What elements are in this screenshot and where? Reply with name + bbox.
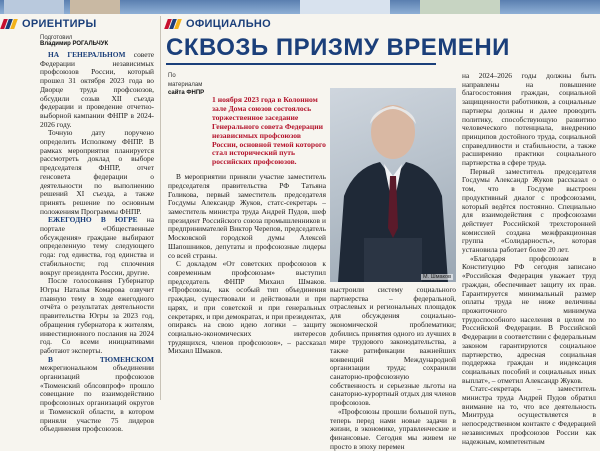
article-byline (168, 72, 208, 167)
paragraph-text: межрегиональном объединении организаций профсоюзов «Тюменский облсовпроф» прошло совещание по взаимодействию профсоюзных организаций округов и Тюменской области, в котором приняли участие 75 лидеров объединения профсоюзов. (40, 363, 154, 434)
news-paragraph (40, 277, 154, 355)
byline (40, 35, 160, 47)
news-briefs (0, 47, 160, 434)
article-paragraph: «Благодаря профсоюзам в Конституцию РФ сегодня записано «Российская Федерация уважает труд граждан, обеспечивает защиту их прав. Гарантируется минимальный размер оплаты труда не ниже величины прожиточного минимума трудоспособного населения в целом по Российской Федерации. В Российской Федерации в соответствии с федеральным законом гарантируются социальное партнерство, адресная социальная поддержка граждан и индексация социальных пособий и социальных иных выплат», – отметил Александр Жуков. (462, 253, 596, 385)
paragraph-text: совете Федерации независимых профсоюзов России, который прошел 31 октября 2023 года во Дворце труда профсоюзов, обсудили созыв XII съезда федерации и проведение отчетно-выборной кампании ФНПР в 2024-2026 году. (40, 50, 155, 129)
photo-caption: М. Шмаков (423, 274, 451, 280)
paragraph-lead: В ТЮМЕНСКОМ (48, 354, 154, 364)
article-paragraph: выстроили систему социального партнерства – федеральной, отраслевых и региональных площадок для обсуждения социально-экономической проблематики; добились принятия одного из лучших в мире трудового законодательства, а также ратификации важнейших конвенций Международной организации труда; сохранили санаторно-профсоюзную собственность и серьезные льготы на санаторно-курортный отдых для членов профсоюзов. (330, 285, 456, 408)
strip-photo (70, 0, 120, 14)
article-column-1 (168, 72, 326, 400)
paragraph-text: на портале «Общественные обсуждения» граждане выбирают определенную тему следующего года: год единства, год единства и стабильности; год сплочения вокруг президента России, другие. (40, 215, 154, 277)
news-paragraph (40, 51, 154, 129)
news-paragraph (40, 356, 154, 434)
orientiry-column (0, 16, 160, 434)
section-marker-icon (166, 19, 180, 29)
news-paragraph (40, 129, 154, 216)
article-paragraph: С докладом «От советских профсоюзов к современным профсоюзам» выступил председатель ФНПР Михаил Шмаков. «Профсоюзы, как особый тип объединения граждан, существовали и действовали и при царях, и при советской и при генеральных секретарях, и при демократах, и при президентах, опираясь на свою идею логики – защиту социально-экономических интересов трудящихся, членов профсоюзов», – рассказал Михаил Шмаков. (168, 259, 326, 356)
article-paragraph: на 2024–2026 годы должны быть направлены на повышение благосостояния граждан, социальной защищенности работников, а социальные партнеры должны и далее проводить политику, способствующую развитию человеческого потенциала, внедрению принципов достойного труда, социальной справедливости и стабильности, а также расширению практики социального партнерства в сфере труда. (462, 71, 596, 168)
paragraph-lead: ЕЖЕГОДНО В ЮГРЕ (48, 215, 138, 225)
section-marker-icon (2, 19, 16, 29)
article-lead: 1 ноября 2023 года в Колонном зале Дома союзов состоялось торжественное заседание Генерального совета Федерации независимых профсоюзов России, основной темой которого стал исторический путь российских профсоюзов. (212, 95, 326, 167)
article-column-2 (330, 285, 456, 451)
byline-source: сайта ФНПР (168, 90, 205, 97)
strip-photo (420, 0, 500, 14)
byline-label: Подготовил (40, 35, 73, 41)
article-column-3 (462, 71, 596, 446)
article-paragraph: «Профсоюзы прошли большой путь, теперь перед нами новые задачи в жизни, в экономике, управленческие и финансовые. Сегодня мы живем не просто в эпоху перемен (330, 406, 456, 451)
article-paragraph: Первый заместитель председателя Госдумы Александр Жуков рассказал о том, что в Госдуме выстроен продуктивный диалог с профсоюзами, который ведётся постоянно. Специально для взаимодействия с профсоюзами действует Российской трехсторонней комиссией создана межфракционная группа «Солидарность», которая установила работает более 20 лет. (462, 166, 596, 255)
strip-photo (300, 0, 390, 14)
article-headline: СКВОЗЬ ПРИЗМУ ВРЕМЕНИ (166, 34, 510, 61)
paragraph-text: Точную дату поручено определить Исполкому ФНПР. В рамках мероприятия планируется рассмотреть доклад о выборе председателя ФНПР, отчет генсовета федерации о деятельности по выполнению решений XI съезда, а также принять решение по основным положениям Программы ФНПР. (40, 128, 154, 216)
column-divider (160, 16, 161, 400)
byline-author: Владимир РОГАЛЬЧУК (40, 41, 109, 47)
article-paragraph: В мероприятии приняли участие заместитель председателя правительства РФ Татьяна Голикова, первый заместитель председателя Госдумы Александр Жуков, статс-секретарь – заместитель министра труда Андрей Пудов, шеф президент Российского союза промышленников и предпринимателей Виктор Черепов, председатель Московской городской думы Алексей Шапошников, депутаты и профсоюзные лидеры со всей страны. (168, 172, 326, 260)
article-paragraph: Статс-секретарь – заместитель министра труда Андрей Пудов обратил внимание на то, что все деятельность Минтруда осуществляется в непосредственном контакте с Федерацией независимых профсоюзов России как надежным, компетентным (462, 384, 596, 446)
top-photo-strip (0, 0, 600, 14)
section-heading-oficialno (164, 16, 600, 32)
oficialno-article (164, 16, 600, 451)
speaker-photo-illustration (330, 88, 456, 282)
byline-label: По материалам (168, 73, 203, 88)
section-heading-orientiry (0, 16, 160, 32)
paragraph-lead: НА ГЕНЕРАЛЬНОМ (48, 50, 126, 59)
paragraph-text: После голосования Губернатор Югры Наталья Комарова озвучит главную тему в ходе ежегодного отчёта о результатах деятельности правительства Югры за 2023 год, обращения губернатора к жителям, инвестиционного послания на 2024 год. Со всеми инициативами работают эксперты. (40, 276, 154, 355)
section-title: ОФИЦИАЛЬНО (186, 18, 271, 30)
article-photo (330, 88, 456, 282)
strip-photo (4, 0, 64, 14)
news-paragraph (40, 216, 154, 277)
section-title: ОРИЕНТИРЫ (22, 18, 97, 30)
headline-rule (166, 63, 436, 65)
